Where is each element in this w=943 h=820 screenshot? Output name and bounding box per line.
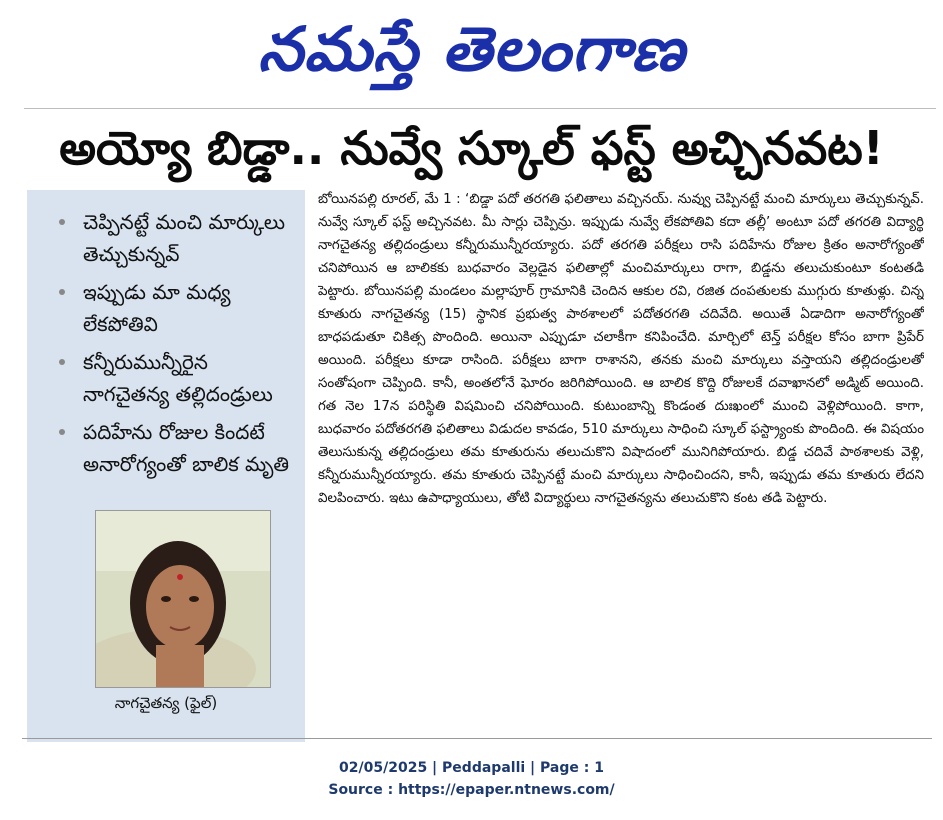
highlight-text: పదిహేను రోజుల కిందటే అనారోగ్యంతో బాలిక మృతి xyxy=(83,420,290,476)
footer-date-edition: 02/05/2025 | Peddapalli | Page : 1 xyxy=(339,760,604,776)
bullet-icon xyxy=(59,219,65,225)
highlight-item xyxy=(27,416,305,480)
footer-source: Source : https://epaper.ntnews.com/ xyxy=(328,782,615,798)
bullet-icon xyxy=(59,429,65,435)
headline xyxy=(0,112,943,184)
girl-portrait-photo xyxy=(95,510,271,688)
highlight-item xyxy=(27,346,305,410)
highlight-text: చెప్పినట్టే మంచి మార్కులు తెచ్చుకున్నవ్ xyxy=(83,210,285,266)
highlight-item xyxy=(27,276,305,340)
masthead-divider xyxy=(24,108,936,109)
portrait-illustration xyxy=(96,511,270,687)
highlight-text: కన్నీరుమున్నీరైన నాగచైతన్య తల్లిదండ్రులు xyxy=(83,350,273,406)
bullet-icon xyxy=(59,289,65,295)
masthead-title: నమస్తే తెలంగాణ xyxy=(257,14,686,86)
headline-text: అయ్యో బిడ్డా.. నువ్వే స్కూల్ ఫస్ట్ అచ్చినవట! xyxy=(59,121,884,175)
highlight-text: ఇప్పుడు మా మధ్య లేకపోతివి xyxy=(83,280,231,336)
bottom-divider xyxy=(22,738,932,739)
article-body: బోయినపల్లి రూరల్, మే 1 : ‘బిడ్డా పదో తరగతి ఫలితాలు వచ్చినయ్. నువ్వు చెప్పినట్టే మంచి మార్కులు తెచ్చుకున్నవ్. నువ్వే స్కూల్ ఫస్ట్ అచ్చినవట. మీ సార్లు చెప్పిన్రు. ఇప్పుడు నువ్వే లేకపోతివి కదా తల్లీ’ అంటూ పదో తగరతి విద్యార్థి నాగచైతన్య తల్లిదండ్రులు కన్నీరుమున్నీరయ్యారు. పదో తరగతి పరీక్షలు రాసి పదిహేను రోజుల క్రితం అనారోగ్యంతో చనిపోయిన ఆ బాలికకు బుధవారం వెల్లడైన ఫలితాల్లో మంచిమార్కులు రాగా, బిడ్డను తలుచుకుంటూ కంటతడి పెట్టారు. బోయినపల్లి మండలం మల్లాపూర్ గ్రామానికి చెందిన ఆకుల రవి, రజిత దంపతులకు ముగ్గురు కూతుళ్లు. చిన్న కూతురు నాగచైతన్య (15) స్థానిక ప్రభుత్వ పాఠశాలలో పదోతరగతి చదివేది. అయితే ఏడాదిగా అనారోగ్యంతో బాధపడుతూ చికిత్స పొందింది. అయినా ఎప్పుడూ చలాకీగా కనిపించేది. మార్చిలో టెన్త్ పరీక్షల కోసం బాగా ప్రిపేర్ అయింది. పరీక్షలు కూడా రాసింది. పరీక్షలు బాగా రాశానని, తనకు మంచి మార్కులు వస్తాయని తల్లిదండ్రులతో సంతోషంగా చెప్పింది. కానీ, అంతలోనే ఘోరం జరిగిపోయింది. ఆ బాలిక కొద్ది రోజులకే దవాఖానలో అడ్మిట్ అయింది. గత నెల 17న పరిస్థితి విషమించి చనిపోయింది. కుటుంబాన్ని కొండంత దుఃఖంలో ముంచి వెళ్లిపోయింది. కాగా, బుధవారం పదోతరగతి ఫలితాలు విడుదల కావడం, 510 మార్కులు సాధించి స్కూల్ ఫస్ట్ర్యాంకు పొందింది. ఈ విషయం తెలుసుకున్న తల్లిదండ్రులు తమ కూతురును తలుచుకొని విషాదంలో మునిగిపోయారు. బిడ్డ చదివే పాఠశాలకు వెళ్లి, కన్నీరుమున్నీరయ్యారు. తమ కూతురు చెప్పినట్టే మంచి మార్కులు సాధించిందని, కానీ, ఇప్పుడు తమ కూతురు లేదని విలపించారు. ఇటు ఉపాధ్యాయులు, తోటి విద్యార్థులు నాగచైతన్యను తలుచుకొని కంట తడి పెట్టారు. xyxy=(318,192,924,506)
photo-caption: నాగచైతన్య (ఫైల్) xyxy=(114,694,218,712)
masthead-logo xyxy=(0,0,943,100)
highlights-list xyxy=(27,190,305,480)
bullet-icon xyxy=(59,359,65,365)
highlight-item xyxy=(27,206,305,270)
